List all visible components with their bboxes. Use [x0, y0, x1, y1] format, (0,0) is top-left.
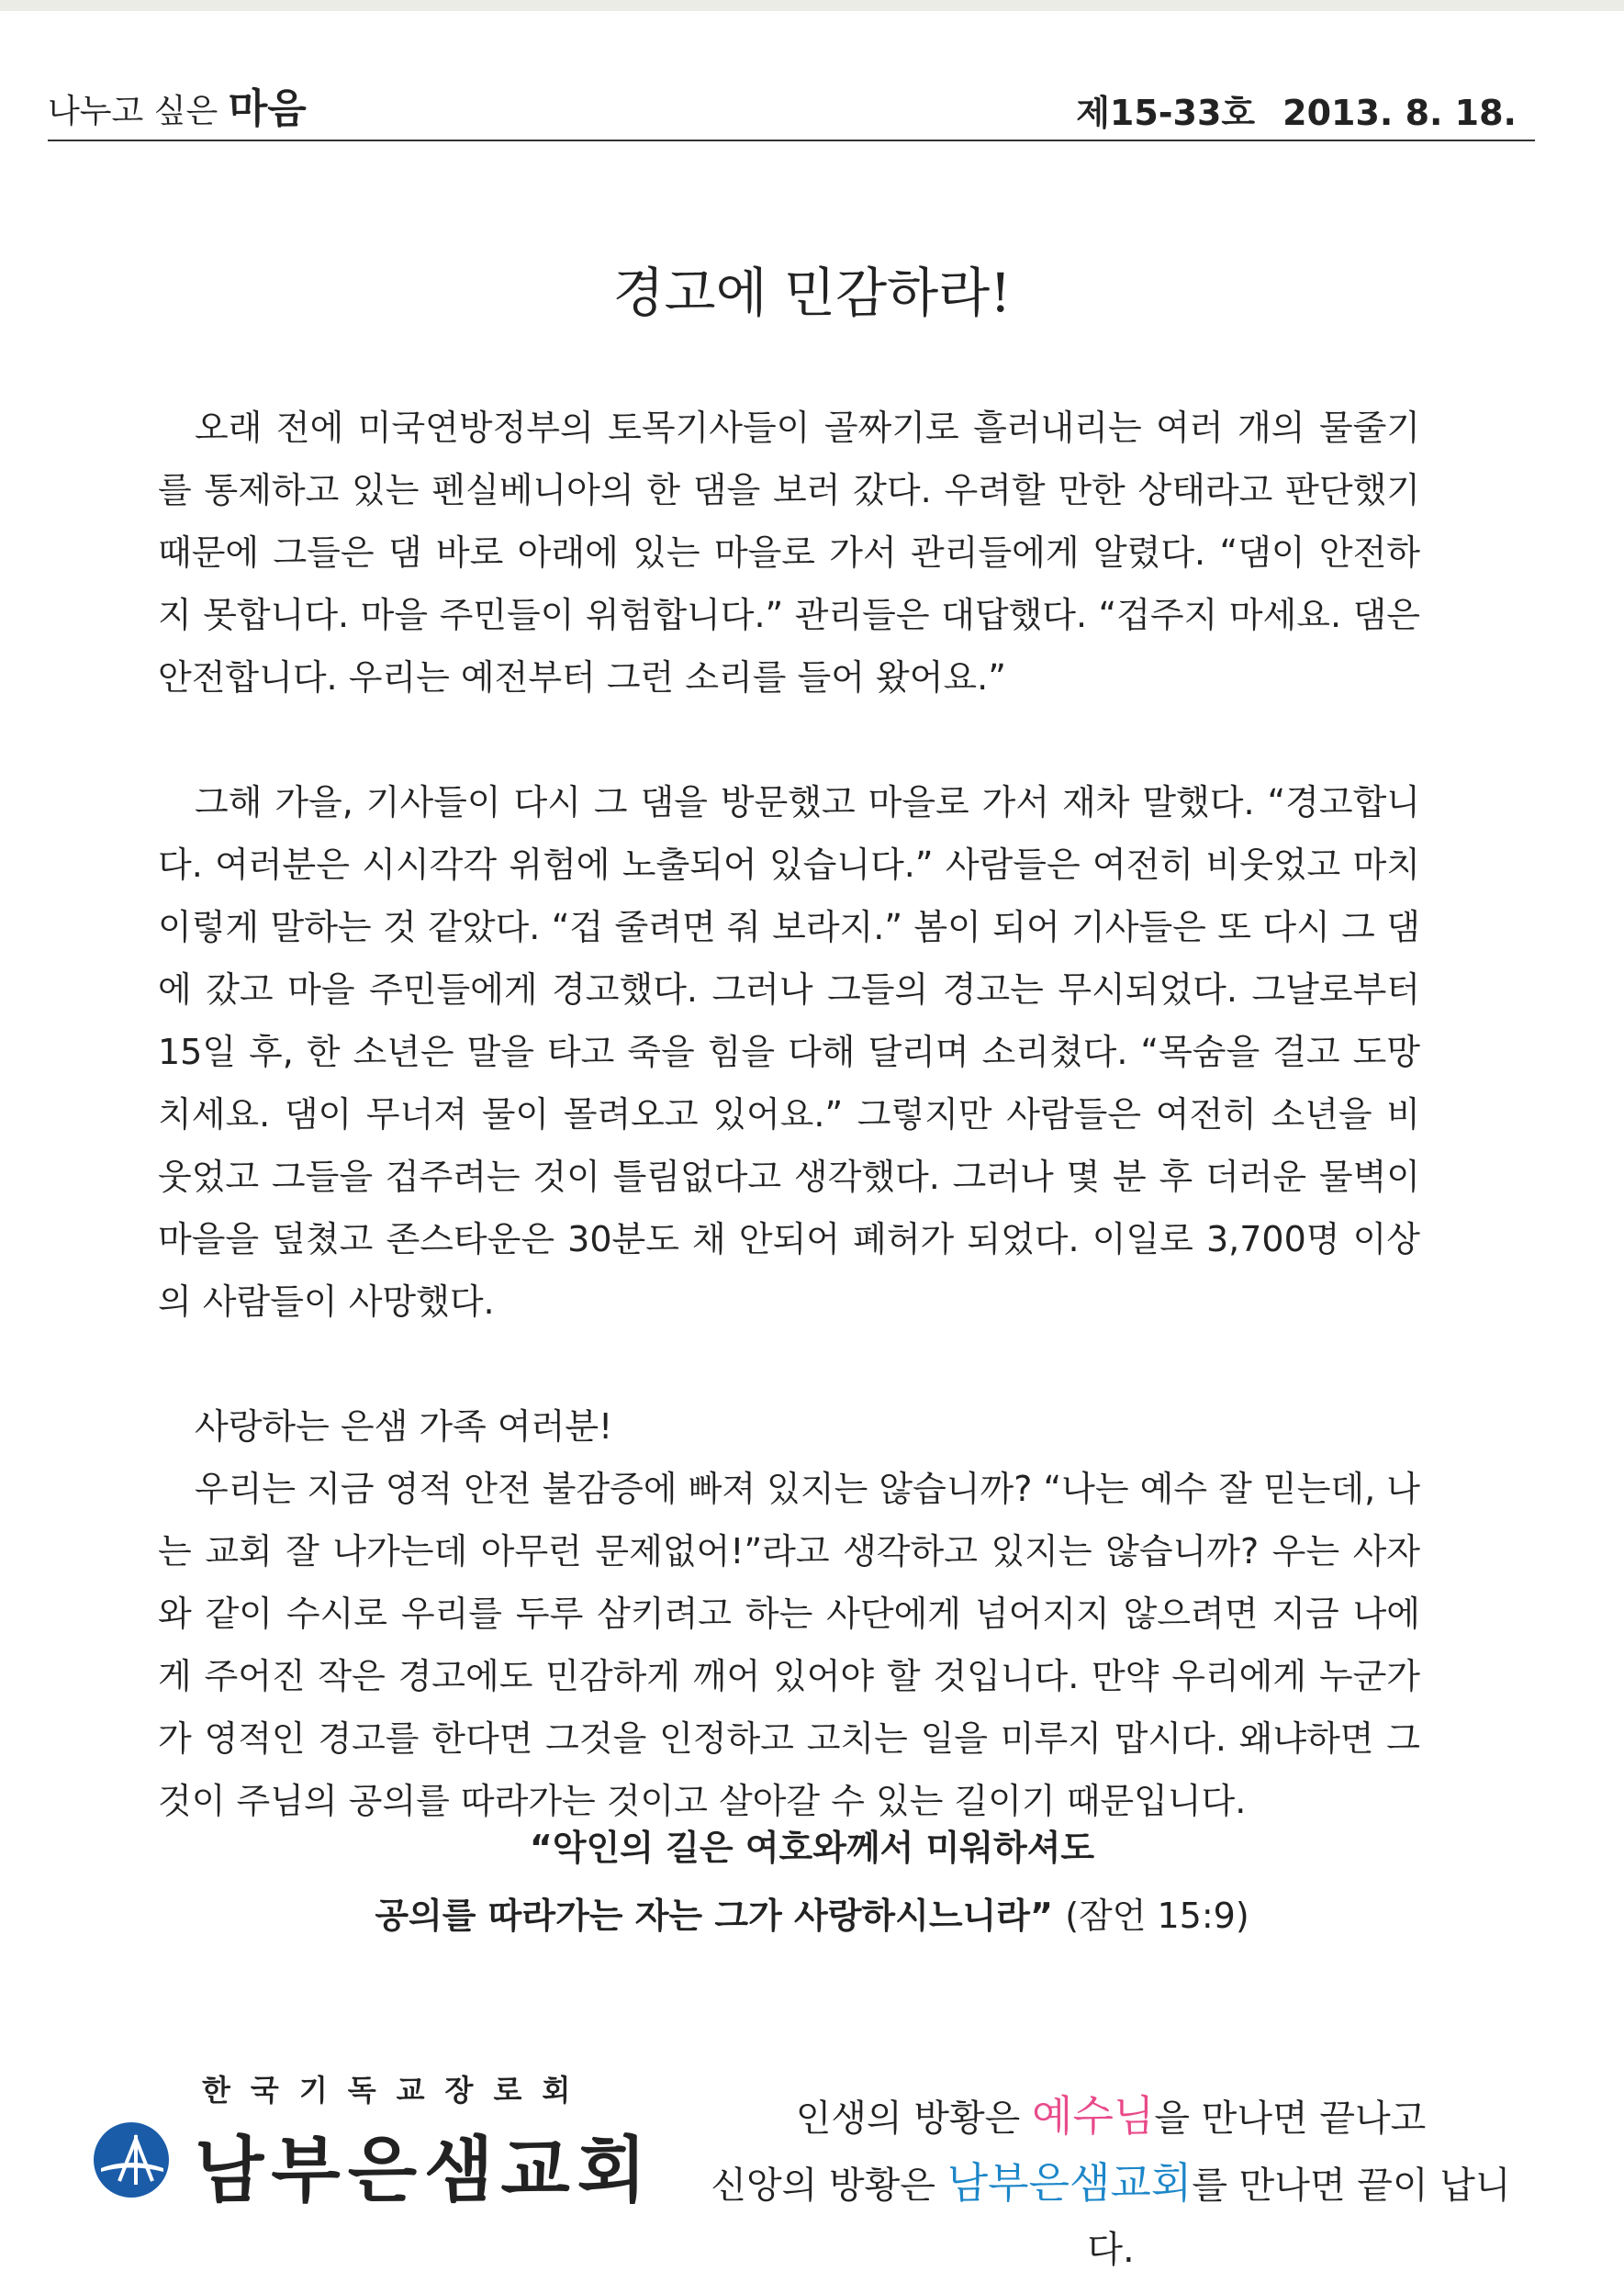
- quote-line-2-text: 공의를 따라가는 자는 그가 사랑하시느니라”: [375, 1896, 1053, 1936]
- slogan-highlight-jesus: 예수님: [1032, 2091, 1155, 2141]
- slogan-line-1-pre: 인생의 방황은: [795, 2097, 1033, 2140]
- column-name: [48, 75, 307, 134]
- slogan-highlight-church: 남부은샘교회: [946, 2158, 1193, 2208]
- issue-number: 제15-33호: [1076, 93, 1256, 133]
- paragraph-1: 오래 전에 미국연방정부의 토목기사들이 골짜기로 흘러내리는 여러 개의 물줄기를 통제하고 있는 펜실베니아의 한 댐을 보러 갔다. 우려할 만한 상태라고 판단했기 때문에 그들은 댐 바로 아래에 있는 마을로 가서 관리들에게 알렸다. “댐이 안전하지 못합니다. 마을 주민들이 위험합니다.” 관리들은 대답했다. “겁주지 마세요. 댐은 안전합니다. 우리는 예전부터 그런 소리를 들어 왔어요.”: [158, 408, 1420, 698]
- issue-info: [1076, 84, 1517, 135]
- paragraph-3: 우리는 지금 영적 안전 불감증에 빠져 있지는 않습니까? “나는 예수 잘 믿는데, 나는 교회 잘 나가는데 아무런 문제없어!”라고 생각하고 있지는 않습니까? 우는 사자와 같이 수시로 우리를 두루 삼키려고 하는 사단에게 넘어지지 않으려면 지금 나에게 주어진 작은 경고에도 민감하게 깨어 있어야 할 것입니다. 만약 우리에게 누군가가 영적인 경고를 한다면 그것을 인정하고 고치는 일을 미루지 맙시다. 왜냐하면 그것이 주님의 공의를 따라가는 것이고 살아갈 수 있는 길이기 때문입니다.: [158, 1469, 1420, 1821]
- slogan-line-2-pre: 신앙의 방황은: [711, 2165, 947, 2207]
- church-emblem-icon: [92, 2120, 171, 2199]
- slogan-line-1-post: 을 만나면 끝나고: [1154, 2097, 1427, 2140]
- slogan-line-1: [698, 2084, 1524, 2151]
- church-logo-block: [92, 2067, 655, 2212]
- quote-reference: (잠언 15:9): [1065, 1896, 1249, 1936]
- paragraph-2: 그해 가을, 기사들이 다시 그 댐을 방문했고 마을로 가서 재차 말했다. “경고합니다. 여러분은 시시각각 위험에 노출되어 있습니다.” 사람들은 여전히 비웃었고 마치 이렇게 말하는 것 같았다. “겁 줄려면 줘 보라지.” 봄이 되어 기사들은 또 다시 그 댐에 갔고 마을 주민들에게 경고했다. 그러나 그들의 경고는 무시되었다. 그날로부터 15일 후, 한 소년은 말을 타고 죽을 힘을 다해 달리며 소리쳤다. “목숨을 걸고 도망치세요. 댐이 무너져 물이 몰려오고 있어요.” 그렇지만 사람들은 여전히 소년을 비웃었고 그들을 겁주려는 것이 틀림없다고 생각했다. 그러나 몇 분 후 더러운 물벽이 마을을 덮쳤고 존스타운은 30분도 채 안되어 폐허가 되었다. 이일로 3,700명 이상의 사람들이 사망했다.: [158, 782, 1420, 1322]
- church-slogan: [698, 2084, 1524, 2282]
- bulletin-header: [48, 66, 1535, 141]
- article-title: 경고에 민감하라!: [612, 262, 1012, 324]
- quote-line-2: [0, 1882, 1624, 1950]
- church-name: 남부은샘교회: [195, 2130, 655, 2212]
- denomination-name: 한국기독교장로회: [202, 2073, 591, 2108]
- slogan-line-2: [698, 2151, 1524, 2282]
- scan-edge: [0, 0, 1624, 11]
- issue-date: 2013. 8. 18.: [1282, 93, 1517, 133]
- column-name-strong: 마음: [228, 85, 307, 132]
- column-name-prefix: 나누고 싶은: [48, 93, 218, 130]
- quote-line-1: “악인의 길은 여호와께서 미워하셔도: [529, 1828, 1095, 1868]
- scripture-quote: [0, 1814, 1624, 1950]
- paragraph-salutation: 사랑하는 은샘 가족 여러분!: [195, 1406, 613, 1447]
- article-body: [158, 397, 1420, 1832]
- slogan-line-2-post: 를 만나면 끝이 납니다.: [1087, 2165, 1511, 2271]
